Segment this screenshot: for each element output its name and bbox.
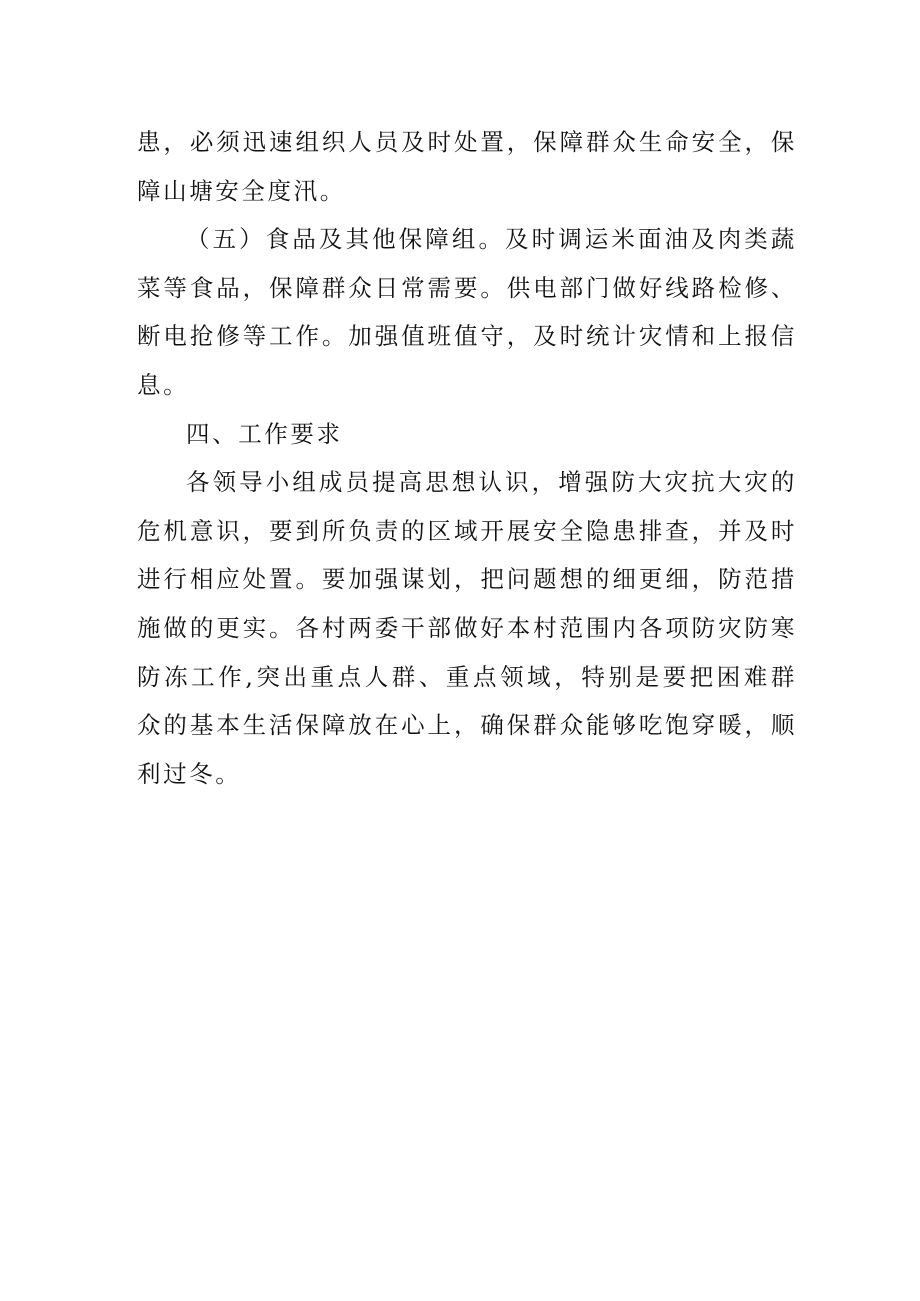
document-body — [137, 118, 797, 798]
section-heading-work-requirements: 四、工作要求 — [186, 419, 343, 448]
paragraph-food-support-group: （五）食品及其他保障组。及时调运米面油及肉类蔬菜等食品，保障群众日常需要。供电部门做好线路检修、断电抢修等工作。加强值班值守，及时统计灾情和上报信息。 — [137, 225, 797, 399]
paragraph-work-requirements: 各领导小组成员提高思想认识，增强防大灾抗大灾的危机意识，要到所负责的区域开展安全隐患排查，并及时进行相应处置。要加强谋划，把问题想的细更细，防范措施做的更实。各村两委干部做好本村范围内各项防灾防寒防冻工作,突出重点人群、重点领域，特别是要把困难群众的基本生活保障放在心上，确保群众能够吃饱穿暖，顺利过冬。 — [137, 468, 797, 788]
paragraph-continuation: 患，必须迅速组织人员及时处置，保障群众生命安全，保障山塘安全度汛。 — [137, 128, 797, 205]
